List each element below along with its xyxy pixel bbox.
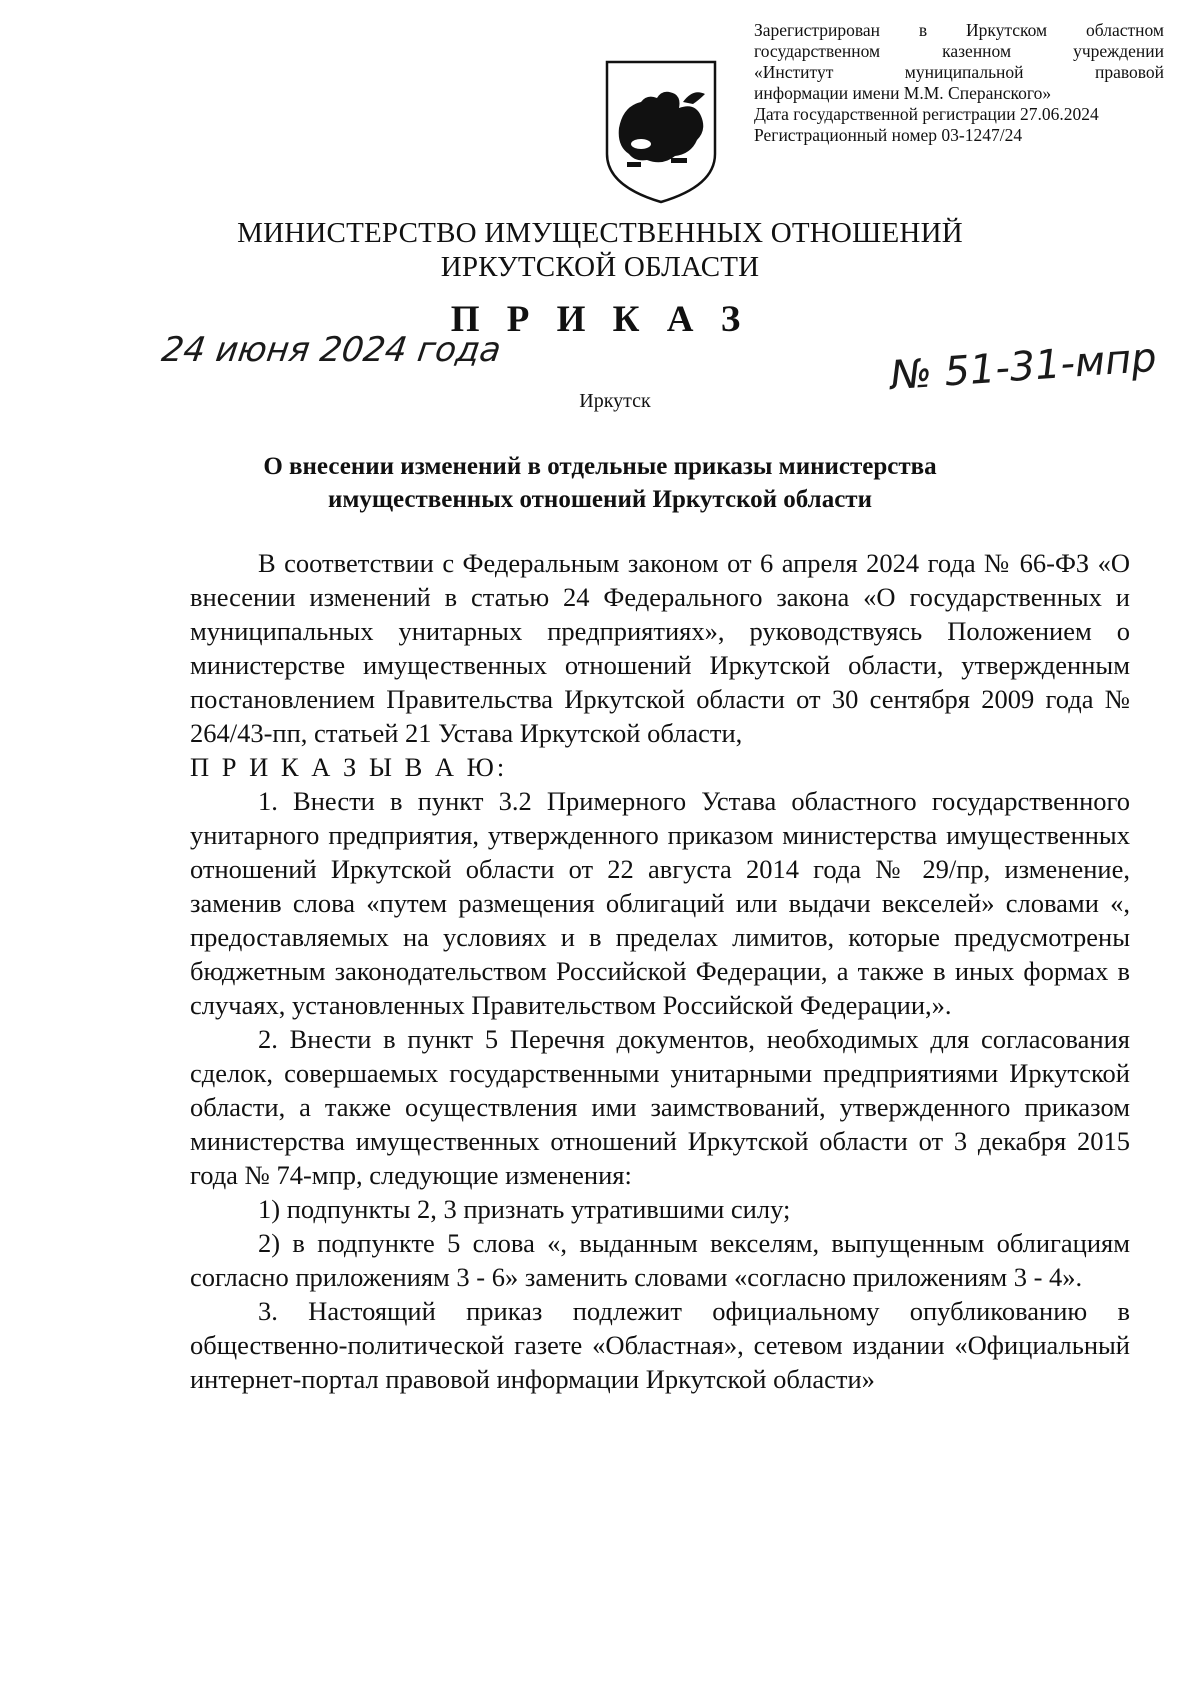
registration-line: информации имени М.М. Сперанского»	[754, 83, 1052, 103]
registration-number: Регистрационный номер 03-1247/24	[754, 125, 1023, 145]
document-body	[190, 546, 1130, 1396]
order-title: П Р И К А З	[450, 299, 750, 340]
registration-line: государственном казенном учреждении	[754, 41, 1164, 61]
item-paragraph: 3. Настоящий приказ подлежит официальному опубликованию в общественно-политической газете «Областная», сетевом издании «Официальный интернет-портал правовой информации Иркутской области»	[190, 1296, 1130, 1394]
handwritten-date: 24 июня 2024 года	[159, 330, 504, 370]
registration-date: Дата государственной регистрации 27.06.2024	[754, 104, 1099, 124]
handwritten-order-number: № 51-31-мпр	[888, 334, 1158, 400]
document-heading	[0, 450, 1200, 516]
subitem-paragraph: 2) в подпункте 5 слова «, выданным векселям, выпущенным облигациям согласно приложениям 3 - 6» заменить словами «согласно приложениям 3 - 4».	[190, 1228, 1130, 1292]
preamble-paragraph: В соответствии с Федеральным законом от 6 апреля 2024 года № 66-ФЗ «О внесении изменений в статью 24 Федерального закона «О государственных и муниципальных унитарных предприятиях», руководствуясь Положением о министерстве имущественных отношений Иркутской области, утвержденным постановлением Правительства Иркутской области от 30 сентября 2009 года № 264/43-пп, статьей 21 Устава Иркутской области,	[190, 548, 1130, 748]
order-word: П Р И К А З Ы В А Ю:	[190, 752, 508, 782]
registration-line: «Институт муниципальной правовой	[754, 62, 1164, 82]
heading-line: имущественных отношений Иркутской области	[327, 486, 872, 513]
heading-line: О внесении изменений в отдельные приказы министерства	[263, 453, 937, 480]
ministry-line: ИРКУТСКОЙ ОБЛАСТИ	[440, 251, 760, 283]
subitem-paragraph: 1) подпункты 2, 3 признать утратившими силу;	[258, 1194, 791, 1224]
item-paragraph: 1. Внести в пункт 3.2 Примерного Устава областного государственного унитарного предприятия, утвержденного приказом министерства имущественных отношений Иркутской области от 22 августа 2014 года № 29/пр, изменение, заменив слова «путем размещения облигаций или выдачи векселей» словами «, предоставляемых на условиях и в пределах лимитов, которые предусмотрены бюджетным законодательством Российской Федерации, а также в иных формах в случаях, установленных Правительством Российской Федерации,».	[190, 786, 1130, 1020]
city-name: Иркутск	[579, 390, 651, 412]
registration-stamp	[754, 20, 1164, 146]
item-paragraph: 2. Внести в пункт 5 Перечня документов, необходимых для согласования сделок, совершаемых государственными унитарными предприятиями Иркутской области, а также осуществления ими заимствований, утвержденного приказом министерства имущественных отношений Иркутской области от 3 декабря 2015 года № 74-мпр, следующие изменения:	[190, 1024, 1130, 1190]
ministry-name	[0, 216, 1200, 284]
registration-line: Зарегистрирован в Иркутском областном	[754, 20, 1164, 40]
coat-of-arms-icon	[601, 58, 721, 206]
ministry-line: МИНИСТЕРСТВО ИМУЩЕСТВЕННЫХ ОТНОШЕНИЙ	[237, 217, 963, 249]
